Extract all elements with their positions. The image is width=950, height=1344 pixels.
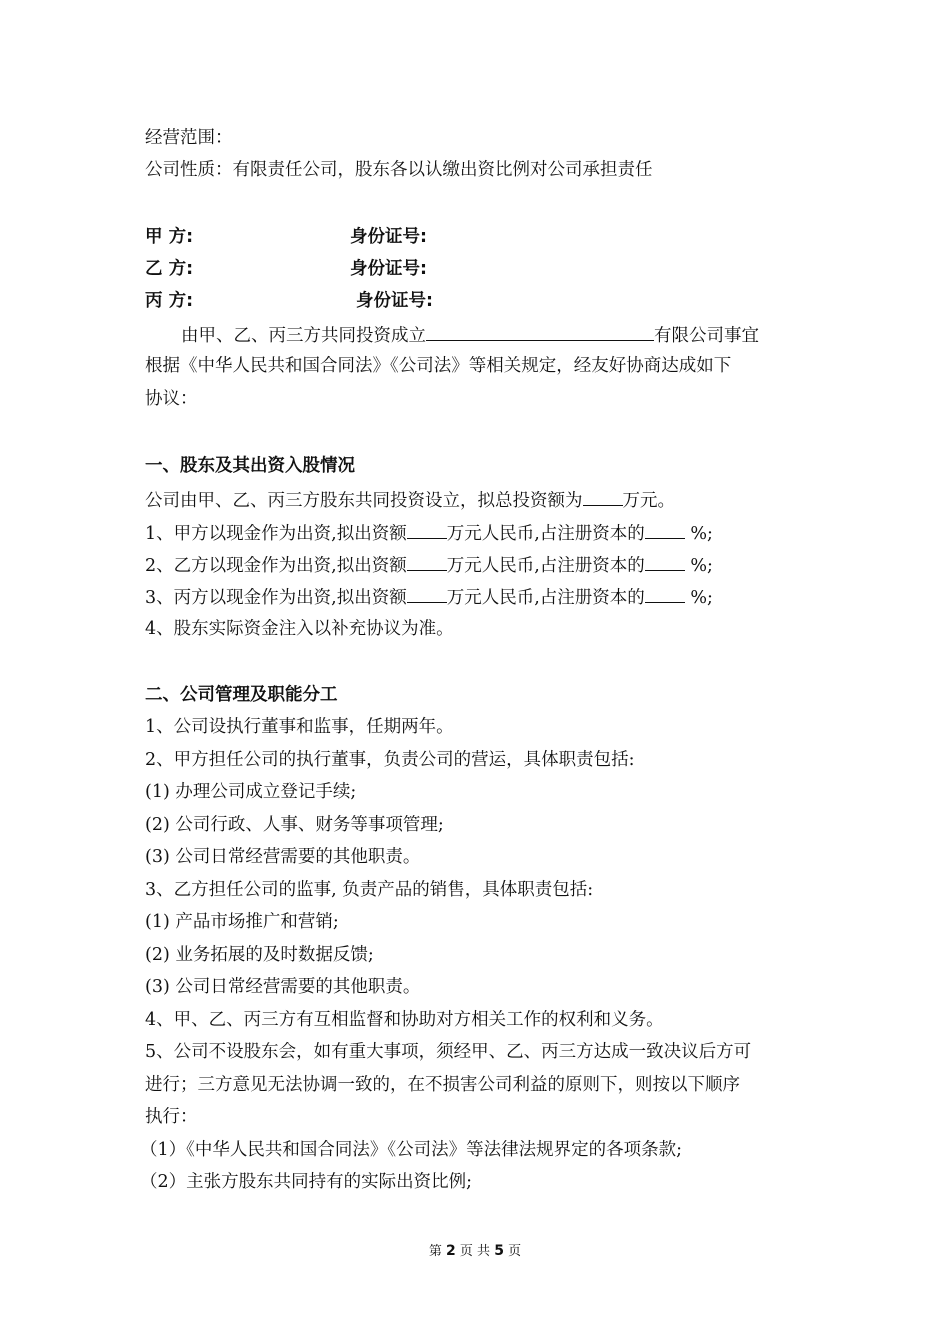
party-bing (145, 290, 433, 312)
section2-line: (3) 公司日常经营需要的其他职责。 (145, 847, 421, 867)
section1-total (145, 488, 675, 512)
item-text-a: 2、乙方以现金作为出资,拟出资额 (145, 556, 407, 576)
percent-blank (645, 553, 685, 571)
company-name-blank (426, 323, 654, 341)
total-amount-blank (583, 488, 623, 506)
page-number: 2 (446, 1243, 456, 1259)
section1-title: 一、股东及其出资入股情况 (145, 456, 355, 476)
section2-title: 二、公司管理及职能分工 (145, 685, 338, 705)
section2-line: 3、乙方担任公司的监事, 负责产品的销售，具体职责包括: (145, 880, 594, 900)
party-yi-id-label: 身份证号: (350, 259, 427, 279)
item-text-c: %; (684, 556, 713, 576)
section2-line: 2、甲方担任公司的执行董事，负责公司的营运，具体职责包括: (145, 750, 635, 770)
section2-line: 4、甲、乙、丙三方有互相监督和协助对方相关工作的权利和义务。 (145, 1010, 664, 1030)
total-text-b: 万元。 (622, 491, 675, 511)
section2-line: (3) 公司日常经营需要的其他职责。 (145, 977, 421, 997)
footer-pre: 第 (428, 1244, 442, 1259)
page-footer (0, 1240, 950, 1259)
percent-blank (645, 585, 685, 603)
section2-line: （2）主张方股东共同持有的实际出资比例; (140, 1172, 473, 1192)
section2-line: （1）《中华人民共和国合同法》《公司法》等法律法规界定的各项条款; (140, 1140, 683, 1160)
item-text-c: %; (684, 588, 713, 608)
item-text-a: 1、甲方以现金作为出资,拟出资额 (145, 524, 407, 544)
section2-line: 进行；三方意见无法协调一致的，在不损害公司利益的原则下，则按以下顺序 (145, 1075, 740, 1095)
page-total: 5 (494, 1243, 504, 1259)
section2-line: 1、公司设执行董事和监事，任期两年。 (145, 717, 454, 737)
section2-line: 执行： (145, 1107, 198, 1127)
total-text-a: 公司由甲、乙、丙三方股东共同投资设立，拟总投资额为 (145, 491, 583, 511)
intro-line-1 (181, 323, 759, 347)
party-jia (145, 226, 427, 248)
scope-line: 经营范围： (145, 128, 233, 148)
party-jia-label: 甲 方: (145, 227, 194, 247)
section2-line: (2) 业务拓展的及时数据反馈; (145, 945, 374, 965)
item-text-b: 万元人民币,占注册资本的 (446, 556, 645, 576)
item-text-b: 万元人民币,占注册资本的 (446, 524, 645, 544)
section1-item-3 (145, 585, 713, 609)
item-text-c: %; (684, 524, 713, 544)
section1-item-1 (145, 521, 713, 545)
amount-blank (407, 521, 447, 539)
section1-item-4: 4、股东实际资金注入以补充协议为准。 (145, 619, 454, 639)
party-yi (145, 258, 427, 280)
section1-item-2 (145, 553, 713, 577)
intro-text-b: 有限公司事宜 (654, 326, 759, 346)
section2-line: (1) 产品市场推广和营销; (145, 912, 339, 932)
nature-line: 公司性质：有限责任公司，股东各以认缴出资比例对公司承担责任 (145, 160, 653, 180)
intro-text-a: 由甲、乙、丙三方共同投资成立 (181, 326, 426, 346)
section2-line: (2) 公司行政、人事、财务等事项管理; (145, 815, 444, 835)
intro-line-2: 根据《中华人民共和国合同法》《公司法》等相关规定，经友好协商达成如下 (145, 356, 732, 376)
amount-blank (407, 553, 447, 571)
party-jia-id-label: 身份证号: (350, 227, 427, 247)
party-bing-label: 丙 方: (145, 291, 194, 311)
amount-blank (407, 585, 447, 603)
footer-post: 页 (508, 1244, 522, 1259)
section2-line: 5、公司不设股东会，如有重大事项，须经甲、乙、丙三方达成一致决议后方可 (145, 1042, 752, 1062)
section2-line: (1) 办理公司成立登记手续; (145, 782, 357, 802)
percent-blank (645, 521, 685, 539)
footer-mid: 页 共 (459, 1244, 491, 1259)
intro-line-3: 协议： (145, 389, 198, 409)
item-text-a: 3、丙方以现金作为出资,拟出资额 (145, 588, 407, 608)
item-text-b: 万元人民币,占注册资本的 (446, 588, 645, 608)
party-bing-id-label: 身份证号: (356, 291, 433, 311)
party-yi-label: 乙 方: (145, 259, 194, 279)
